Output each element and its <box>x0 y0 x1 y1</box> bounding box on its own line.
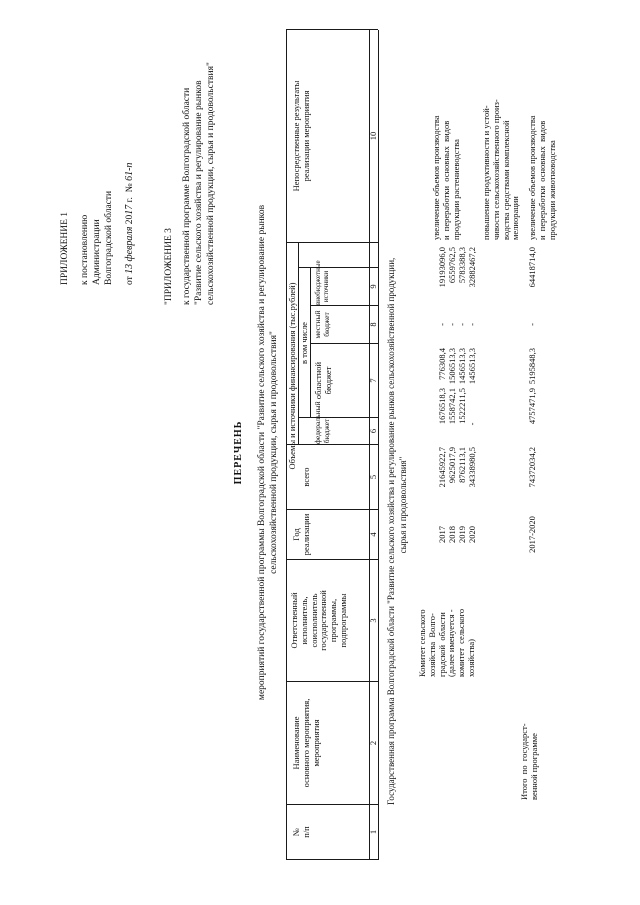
year-2017: 2017 <box>437 526 447 543</box>
year-2020: 2020 <box>467 526 477 543</box>
decree-line-1: к постановлению <box>80 214 90 285</box>
local-2019: - <box>457 323 467 326</box>
total-row-regional: 5195848,3 <box>527 348 537 385</box>
regional-2017: 776308,4 <box>437 348 447 380</box>
total-row-total: 74372034,2 <box>527 447 537 488</box>
number-label: № <box>125 183 135 193</box>
decree-line-3: Волгоградской области <box>104 190 114 285</box>
federal-2019: 1522211,5 <box>457 388 467 424</box>
header-extrabudget: внебюджетные источники <box>314 260 331 305</box>
section-heading-1: Государственная программа Волгоградской области "Развитие сельского хозяйства и регулирование рынков сельскохозяйственной продукции, <box>386 257 396 805</box>
header-name: Наименование основного мероприятия, мероприятия <box>291 698 321 788</box>
header-regional: областной бюджет <box>313 361 333 400</box>
col-number-8: 8 <box>368 322 378 327</box>
header-including: в том числе <box>299 322 309 364</box>
col-number-3: 3 <box>368 618 378 623</box>
result-crops: увеличение объемов производства и переработки основных видов продукции растениеводства <box>431 115 461 240</box>
header-num: № п/п <box>291 826 311 838</box>
appendix3-line-2: "Развитие сельского хозяйства и регулирование рынков <box>194 80 204 305</box>
appendix3-title: "ПРИЛОЖЕНИЕ 3 <box>164 228 174 305</box>
col-number-5: 5 <box>368 474 378 480</box>
total-row-federal: 4757471,9 <box>527 388 537 425</box>
number-value: 61-п <box>124 162 135 181</box>
regional-2020: 1456513,3 <box>467 348 477 385</box>
document-subtitle-2: сельскохозяйственной продукции, сырья и продовольствия" <box>269 331 279 574</box>
extrabudget-2017: 19193096,0 <box>437 247 447 288</box>
regional-2019: 1456513,3 <box>457 348 467 385</box>
total-2018: 9625017,9 <box>447 447 457 484</box>
header-total: всего <box>301 467 311 487</box>
col-number-2: 2 <box>368 740 378 746</box>
header-responsible: Ответственный исполнитель, соисполнитель государственной программы, подпрограммы <box>289 590 348 651</box>
header-volumes: Объемы и источники финансирования (тыс.рублей) <box>287 282 297 470</box>
col-number-9: 9 <box>368 284 378 289</box>
col-number-4: 4 <box>368 532 378 537</box>
appendix-label: ПРИЛОЖЕНИЕ 1 <box>60 211 70 285</box>
local-2020: - <box>467 323 477 326</box>
total-row-label: Итого по государст- венной программе <box>519 723 539 800</box>
header-local: местный бюджет <box>313 310 331 339</box>
appendix3-line-1: к государственной программе Волгоградской области <box>182 87 192 305</box>
date-year: 17 <box>124 204 135 215</box>
date-year-suffix: г. <box>125 197 135 203</box>
header-federal: федеральный бюджет <box>313 401 331 444</box>
local-2017: - <box>437 323 447 326</box>
decree-date-line <box>124 163 136 285</box>
extrabudget-2020: 32882467,2 <box>467 247 477 288</box>
year-2018: 2018 <box>447 526 457 543</box>
total-row-result: увеличение объемов производства и переработки основных видов продукции животноводства <box>527 115 557 240</box>
decree-line-2: Администрации <box>92 219 102 285</box>
regional-2018: 1506513,3 <box>447 348 457 385</box>
document-title: ПЕРЕЧЕНЬ <box>233 420 244 485</box>
responsible-executor: Комитет сельского хозяйства Волго- градской области (далее именуется - комитет сельского хозяйства) <box>417 608 476 677</box>
date-day: 13 <box>124 263 135 274</box>
total-2020: 34338980,5 <box>467 447 477 488</box>
total-2019: 8762113,1 <box>457 447 467 483</box>
federal-2018: 1558742,1 <box>447 388 457 425</box>
document-subtitle-1: мероприятий государственной программы Волгоградской области "Развитие сельского хозяйства и регулирование рынков <box>257 204 267 701</box>
total-row-extrabudget: 64418714,0 <box>527 247 537 288</box>
result-melioration: повышение продуктивности и устой- чивости сельскохозяйственного произ- водства средствами комплексной мелиорации <box>481 99 521 240</box>
section-heading-2: сырья и продовольствия" <box>398 456 408 554</box>
header-results: Непосредственные результаты реализации мероприятия <box>291 80 311 192</box>
extrabudget-2018: 6559762,5 <box>447 247 457 284</box>
local-2018: - <box>447 323 457 326</box>
col-number-6: 6 <box>368 428 378 434</box>
appendix3-line-3: сельскохозяйственной продукции, сырья и продовольствия" <box>206 62 216 305</box>
col-number-7: 7 <box>368 378 378 383</box>
date-prefix: от <box>125 276 135 285</box>
federal-2017: 1676518,3 <box>437 388 447 425</box>
header-year: Год реализации <box>291 513 311 556</box>
col-number-1: 1 <box>368 829 378 835</box>
col-number-10: 10 <box>368 131 378 141</box>
total-row-local: - <box>527 323 537 326</box>
extrabudget-2019: 5783388,3 <box>457 247 467 284</box>
total-row-years: 2017-2020 <box>527 516 537 553</box>
federal-2020: - <box>467 422 477 426</box>
total-2017: 21645922,7 <box>437 447 447 488</box>
date-year-prefix: 20 <box>125 214 135 225</box>
year-2019: 2019 <box>457 526 467 543</box>
date-month: февраля <box>124 226 135 262</box>
